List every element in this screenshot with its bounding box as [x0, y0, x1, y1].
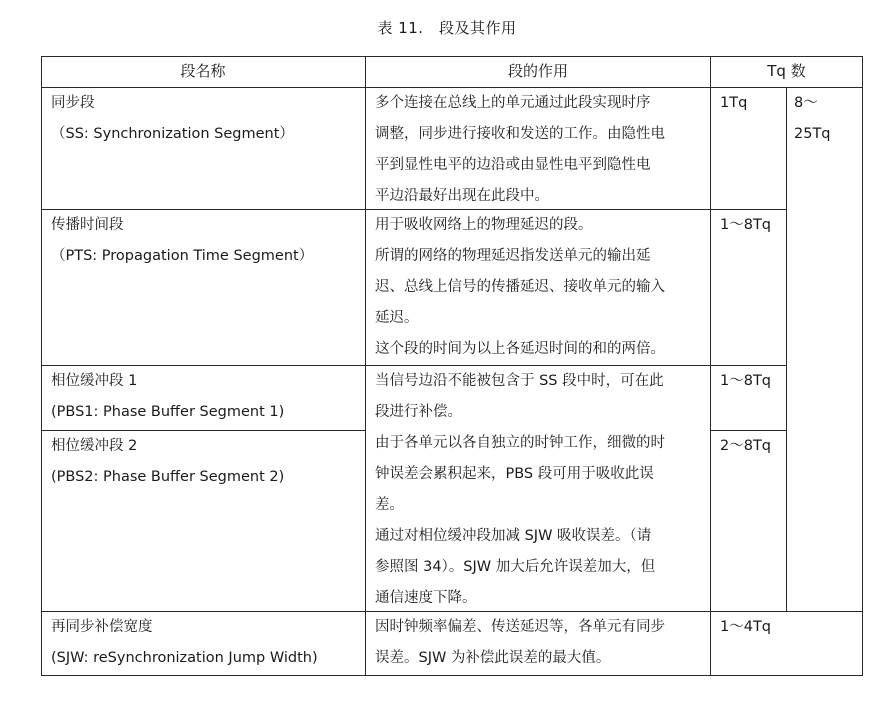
table-border-left [41, 56, 42, 676]
description-line: 迟、总线上信号的传播延迟、接收单元的输入 [375, 279, 665, 295]
total-tq-line: 8～ [794, 95, 818, 111]
segment-name: 相位缓冲段 1 [51, 373, 138, 389]
description-line: 通过对相位缓冲段加减 SJW 吸收误差。（请 [375, 528, 652, 544]
segment-abbreviation: （SS: Synchronization Segment） [51, 126, 294, 142]
description-line: 段进行补偿。 [375, 404, 462, 420]
description-line: 当信号边沿不能被包含于 SS 段中时，可在此 [375, 373, 664, 389]
column-divider [710, 56, 711, 676]
tq-value: 1～8Tq [720, 373, 772, 389]
segment-description [375, 612, 665, 674]
segment-table [41, 56, 863, 676]
description-line: 平到显性电平的边沿或由显性电平到隐性电 [375, 157, 651, 173]
description-line: 钟误差会累积起来，PBS 段可用于吸收此误 [375, 466, 654, 482]
description-line: 参照图 34）。SJW 加大后允许误差加大，但 [375, 559, 656, 575]
description-line: 误差。SJW 为补偿此误差的最大值。 [375, 650, 611, 666]
header-segment-function: 段的作用 [507, 62, 568, 80]
description-line: 因时钟频率偏差、传送延迟等，各单元有同步 [375, 619, 665, 635]
segment-description [375, 88, 665, 212]
segment-name-cell [51, 210, 313, 272]
segment-abbreviation: (PBS2: Phase Buffer Segment 2) [51, 469, 285, 485]
column-divider [786, 87, 787, 612]
table-caption: 表 11. 段及其作用 [377, 19, 517, 37]
description-line: 平边沿最好出现在此段中。 [375, 188, 549, 204]
segment-name: 传播时间段 [51, 217, 124, 233]
segment-abbreviation: (SJW: reSynchronization Jump Width) [51, 650, 318, 666]
header-tq-count: Tq 数 [767, 62, 806, 80]
description-line: 调整，同步进行接收和发送的工作。由隐性电 [375, 126, 665, 142]
segment-name-cell [51, 88, 294, 150]
segment-name-cell [51, 612, 318, 674]
table-border-bottom [41, 675, 863, 676]
segment-description [375, 210, 665, 365]
segment-name-cell [51, 431, 284, 493]
segment-abbreviation: (PBS1: Phase Buffer Segment 1) [51, 404, 285, 420]
column-divider [365, 56, 366, 676]
description-line: 所谓的网络的物理延迟指发送单元的输出延 [375, 248, 651, 264]
segment-abbreviation: （PTS: Propagation Time Segment） [51, 248, 314, 264]
total-tq-line: 25Tq [794, 126, 831, 142]
segment-name-cell [51, 366, 284, 428]
segment-description [375, 366, 665, 614]
segment-name: 同步段 [51, 95, 95, 111]
description-line: 延迟。 [375, 310, 419, 326]
table-border-right [862, 56, 863, 676]
description-line: 由于各单元以各自独立的时钟工作，细微的时 [375, 435, 665, 451]
description-line: 这个段的时间为以上各延迟时间的和的两倍。 [375, 341, 665, 357]
tq-value: 1Tq [720, 95, 748, 111]
description-line: 多个连接在总线上的单元通过此段实现时序 [375, 95, 651, 111]
header-segment-name: 段名称 [180, 62, 226, 80]
tq-value: 1～8Tq [720, 217, 772, 233]
description-line: 差。 [375, 497, 404, 513]
segment-name: 再同步补偿宽度 [51, 619, 153, 635]
total-tq-value [794, 88, 831, 150]
tq-value: 2～8Tq [720, 438, 772, 454]
segment-name: 相位缓冲段 2 [51, 438, 138, 454]
description-line: 通信速度下降。 [375, 590, 477, 606]
description-line: 用于吸收网络上的物理延迟的段。 [375, 217, 593, 233]
tq-value: 1～4Tq [720, 619, 772, 635]
